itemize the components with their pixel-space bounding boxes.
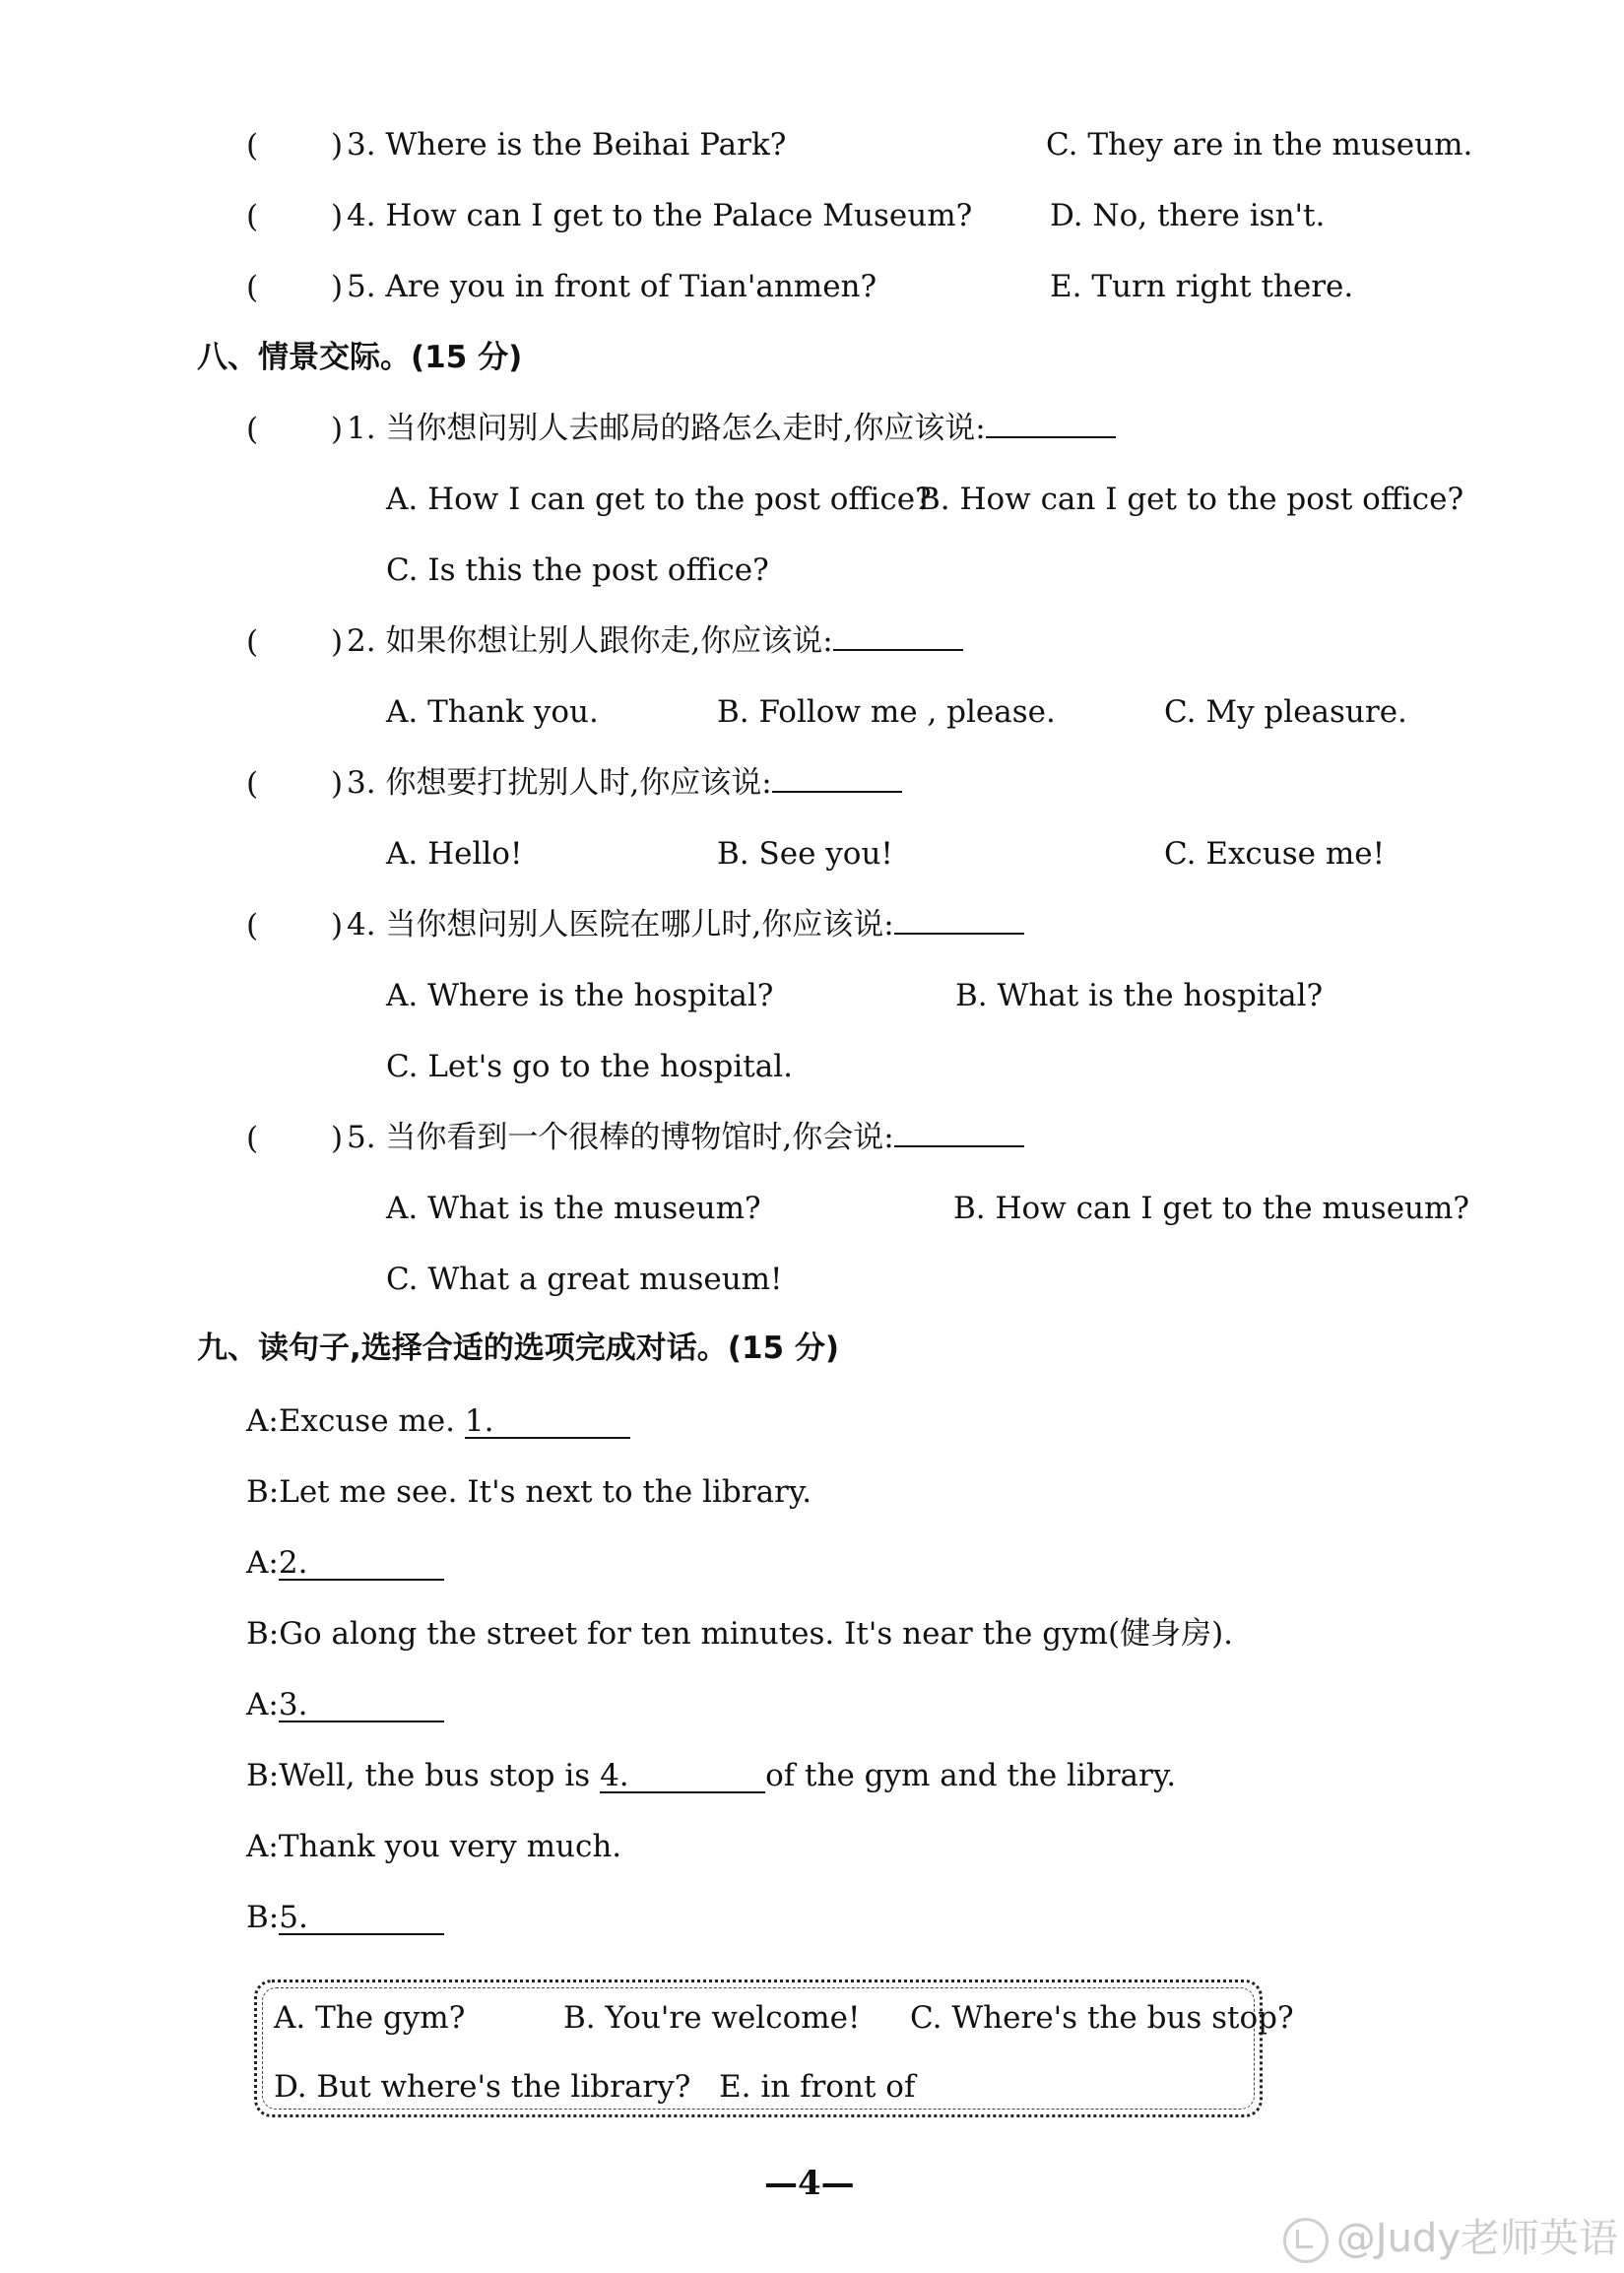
dialogue-line: A:3. [246,1690,444,1722]
box-option: D. But where's the library? [274,2069,691,2105]
section-9-title: 九、读句子,选择合适的选项完成对话。(15 分) [197,1331,840,1366]
option: C. Excuse me! [1164,836,1386,872]
box-option: E. in front of [719,2069,916,2105]
answer-blank[interactable] [833,649,963,651]
dialogue-blank[interactable]: 3. [279,1690,444,1722]
option: A. What is the museum? [386,1191,761,1226]
option: B. See you! [717,836,893,872]
box-option: C. Where's the bus stop? [910,2000,1294,2036]
page-number: —4— [764,2164,855,2203]
option: B. What is the hospital? [955,978,1324,1013]
dialogue-line: B:5. [246,1903,444,1935]
answer-blank[interactable] [772,791,902,793]
answer-blank[interactable] [894,1145,1024,1147]
question-text: 2. 如果你想让别人跟你走,你应该说: [347,626,963,657]
answer-paren-close: ) [331,766,344,802]
option: C. My pleasure. [1164,694,1407,730]
answer-paren[interactable]: ( [246,128,259,163]
option: A. Hello! [386,836,523,872]
answer-paren[interactable]: ( [246,908,259,943]
option: B. How can I get to the post office? [918,482,1464,517]
question-text: 5. Are you in front of Tian'anmen? [347,269,877,304]
answer-paren[interactable]: ( [246,199,259,234]
option: A. Thank you. [386,694,599,730]
option: C. What a great museum! [386,1262,783,1297]
box-option: A. The gym? [274,2000,466,2036]
answer-blank[interactable] [986,436,1116,438]
question-text: 4. 当你想问别人医院在哪儿时,你应该说: [347,910,1024,941]
answer-paren-close: ) [331,270,344,305]
dialogue-blank[interactable]: 2. [279,1548,444,1581]
answer-paren[interactable]: ( [246,624,259,660]
dialogue-blank[interactable]: 5. [279,1903,444,1935]
dialogue-blank[interactable]: 4. [600,1761,765,1793]
option: C. Let's go to the hospital. [386,1049,793,1084]
option: A. How I can get to the post office? [386,482,932,517]
answer-blank[interactable] [894,933,1024,935]
answer-paren[interactable]: ( [246,412,259,447]
box-option: B. You're welcome! [563,2000,861,2036]
option: B. How can I get to the museum? [953,1191,1470,1226]
question-text: 1. 当你想问别人去邮局的路怎么走时,你应该说: [347,414,1116,444]
watermark: @Judy老师英语 [1283,2207,1618,2263]
question-text: 5. 当你看到一个很棒的博物馆时,你会说: [347,1123,1024,1153]
answer-paren-close: ) [331,908,344,943]
answer-paren-close: ) [331,1121,344,1156]
answer-paren-close: ) [331,624,344,660]
answer-paren[interactable]: ( [246,270,259,305]
question-text: 3. Where is the Beihai Park? [347,127,787,162]
option: A. Where is the hospital? [386,978,774,1013]
dialogue-line: B:Go along the street for ten minutes. It's near the gym(健身房). [246,1616,1234,1652]
answer-paren-close: ) [331,412,344,447]
option: C. Is this the post office? [386,552,769,588]
dialogue-line: B:Let me see. It's next to the library. [246,1474,812,1510]
dialogue-line: A:Excuse me. 1. [246,1406,630,1439]
dialogue-blank[interactable]: 1. [465,1406,630,1439]
answer-paren-close: ) [331,199,344,234]
answer-option: D. No, there isn't. [1050,198,1326,233]
dialogue-line: A:2. [246,1548,444,1581]
question-text: 4. How can I get to the Palace Museum? [347,198,973,233]
answer-option: E. Turn right there. [1050,269,1354,304]
dialogue-line: A:Thank you very much. [246,1829,622,1864]
answer-paren[interactable]: ( [246,766,259,802]
option: B. Follow me , please. [717,694,1056,730]
dialogue-line: B:Well, the bus stop is 4. of the gym and the library. [246,1758,1177,1793]
section-8-title: 八、情景交际。(15 分) [197,340,523,375]
question-text: 3. 你想要打扰别人时,你应该说: [347,768,902,799]
camera-icon [1283,2218,1329,2263]
answer-paren[interactable]: ( [246,1121,259,1156]
answer-paren-close: ) [331,128,344,163]
answer-option: C. They are in the museum. [1046,127,1473,162]
